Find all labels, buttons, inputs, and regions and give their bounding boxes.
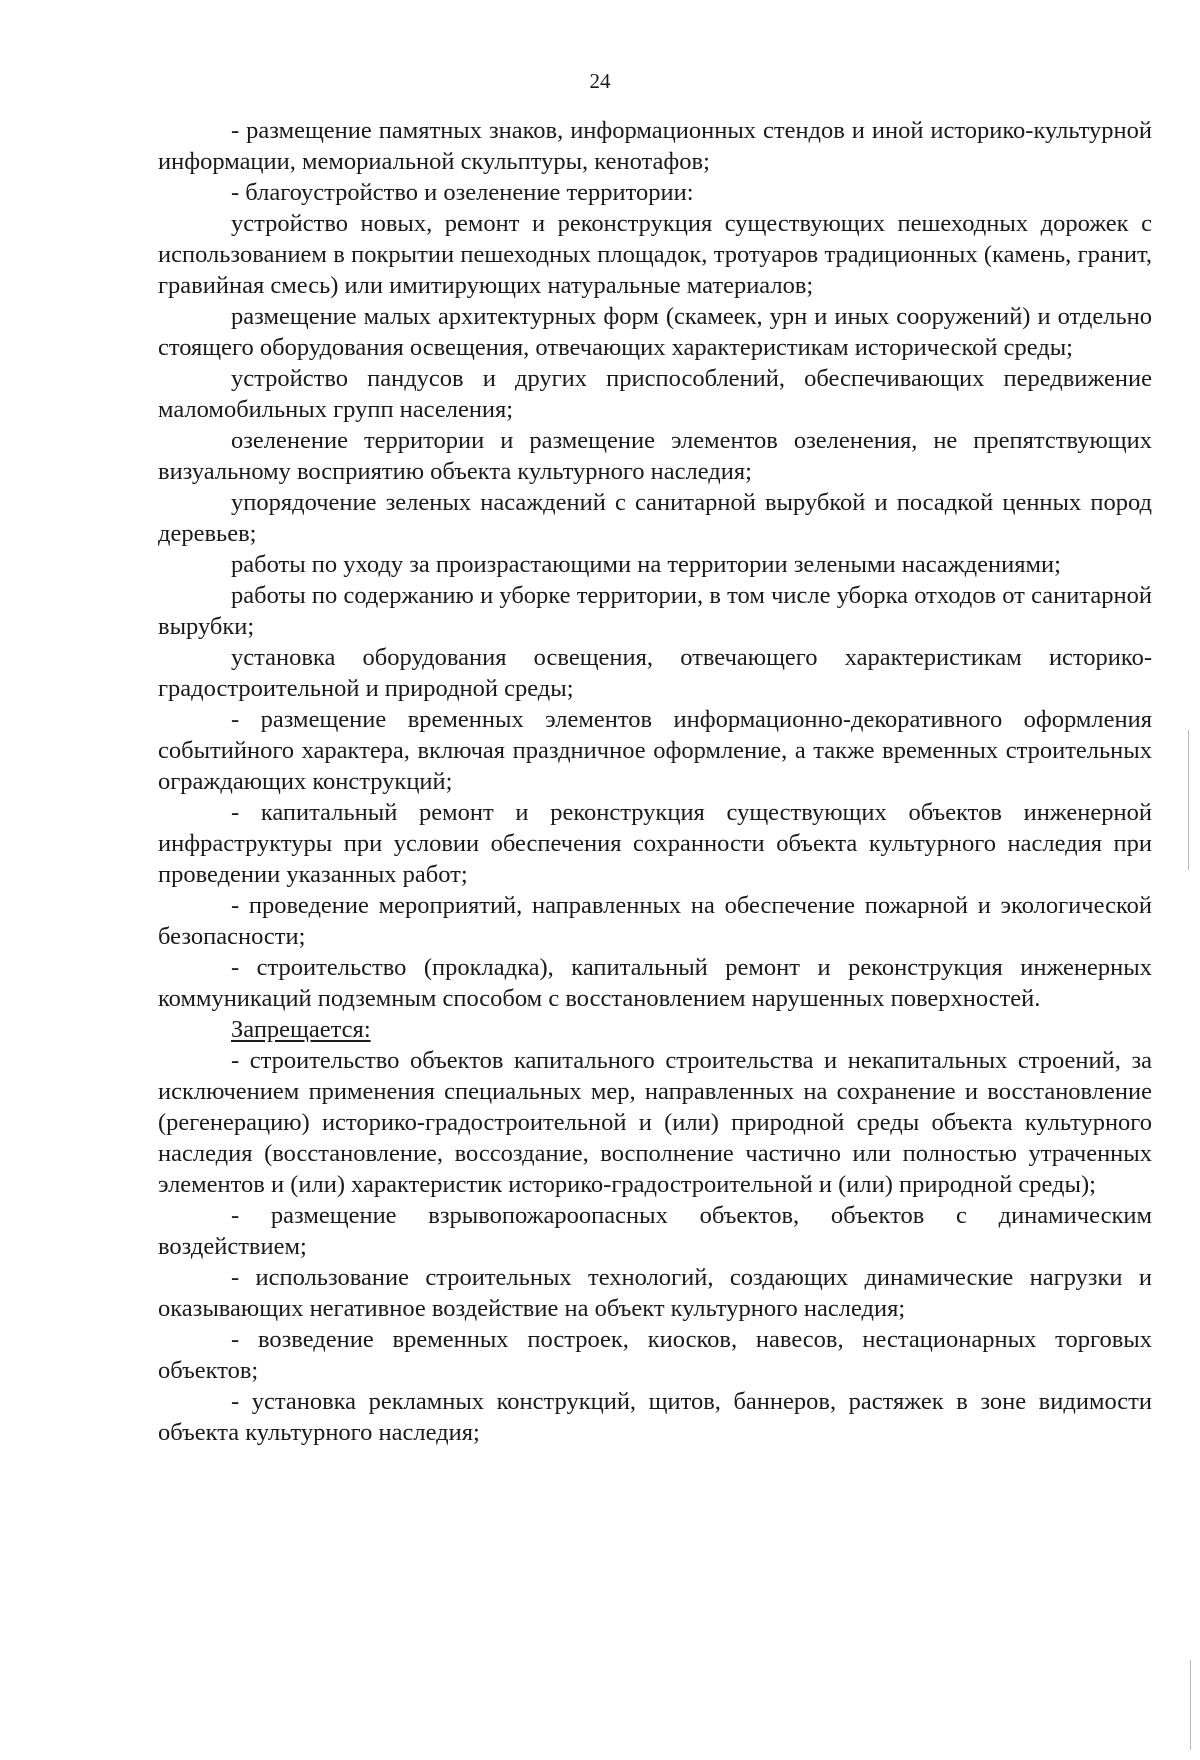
paragraph-allowed-4: размещение малых архитектурных форм (скамеек, урн и иных сооружений) и отдельно стоящего оборудования освещения, отвечающих характеристикам исторической среды; (158, 303, 1152, 361)
paragraph-prohibited-3: - использование строительных технологий, создающих динамические нагрузки и оказывающих негативное воздействие на объект культурного наследия; (158, 1264, 1152, 1322)
document-body (158, 115, 1152, 1448)
paragraph-allowed-3: устройство новых, ремонт и реконструкция существующих пешеходных дорожек с использованием в покрытии пешеходных площадок, тротуаров традиционных (камень, гранит, гравийная смесь) или имитирующих натуральные материалов; (158, 210, 1152, 299)
paragraph-prohibited-5: - установка рекламных конструкций, щитов, баннеров, растяжек в зоне видимости объекта культурного наследия; (158, 1388, 1152, 1446)
paragraph-allowed-2: - благоустройство и озеленение территории: (231, 179, 694, 206)
paragraph-allowed-9: работы по содержанию и уборке территории, в том числе уборка отходов от санитарной вырубки; (158, 582, 1152, 640)
paragraph-allowed-8: работы по уходу за произрастающими на территории зелеными насаждениями; (231, 551, 1061, 578)
scan-edge-mark (1190, 1660, 1191, 1750)
paragraph-allowed-13: - проведение мероприятий, направленных на обеспечение пожарной и экологической безопасности; (158, 892, 1152, 950)
paragraph-prohibited-2: - размещение взрывопожароопасных объектов, объектов с динамическим воздействием; (158, 1202, 1152, 1260)
prohibited-heading: Запрещается: (231, 1016, 371, 1043)
paragraph-prohibited-4: - возведение временных построек, киосков, навесов, нестационарных торговых объектов; (158, 1326, 1152, 1384)
paragraph-allowed-12: - капитальный ремонт и реконструкция существующих объектов инженерной инфраструктуры при условии обеспечения сохранности объекта культурного наследия при проведении указанных работ; (158, 799, 1152, 888)
paragraph-allowed-1: - размещение памятных знаков, информационных стендов и иной историко-культурной информации, мемориальной скульптуры, кенотафов; (158, 117, 1152, 175)
paragraph-allowed-6: озеленение территории и размещение элементов озеленения, не препятствующих визуальному восприятию объекта культурного наследия; (158, 427, 1152, 485)
paragraph-allowed-10: установка оборудования освещения, отвечающего характеристикам историко-градостроительной и природной среды; (158, 644, 1152, 702)
paragraph-allowed-14: - строительство (прокладка), капитальный ремонт и реконструкция инженерных коммуникаций подземным способом с восстановлением нарушенных поверхностей. (158, 954, 1152, 1012)
paragraph-allowed-7: упорядочение зеленых насаждений с санитарной вырубкой и посадкой ценных пород деревьев; (158, 489, 1152, 547)
scan-edge-mark (1188, 730, 1189, 870)
paragraph-allowed-5: устройство пандусов и других приспособлений, обеспечивающих передвижение маломобильных групп населения; (158, 365, 1152, 423)
paragraph-allowed-11: - размещение временных элементов информационно-декоративного оформления событийного характера, включая праздничное оформление, а также временных строительных ограждающих конструкций; (158, 706, 1152, 795)
page-number: 24 (589, 69, 611, 93)
paragraph-prohibited-1: - строительство объектов капитального строительства и некапитальных строений, за исключением применения специальных мер, направленных на сохранение и восстановление (регенерацию) историко-градостроительной и (или) природной среды объекта культурного наследия (восстановление, воссоздание, восполнение частично или полностью утраченных элементов и (или) характеристик историко-градостроительной и (или) природной среды); (158, 1047, 1152, 1198)
